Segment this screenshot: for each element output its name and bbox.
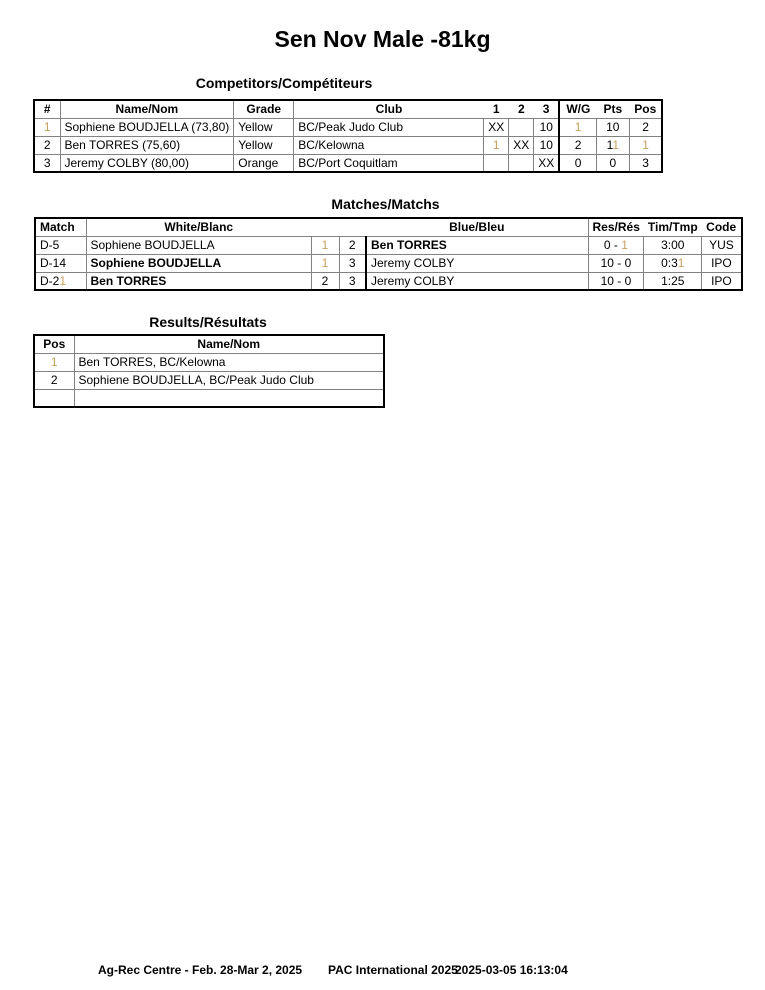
table-cell bbox=[366, 236, 588, 254]
cell-text: 1 bbox=[43, 120, 51, 134]
table-row bbox=[34, 118, 662, 136]
footer-timestamp: 2025-03-05 16:13:04 bbox=[455, 963, 568, 977]
table-cell: 3 bbox=[629, 154, 662, 172]
competitors-header-row bbox=[34, 100, 662, 118]
column-header: Pos bbox=[34, 335, 74, 353]
cell-text: 1 bbox=[321, 256, 329, 270]
column-header bbox=[339, 218, 366, 236]
table-cell bbox=[596, 136, 629, 154]
column-header: Code bbox=[702, 218, 742, 236]
table-cell: D-5 bbox=[35, 236, 86, 254]
table-cell: 2 bbox=[629, 118, 662, 136]
table-cell: XX bbox=[509, 136, 534, 154]
table-row bbox=[35, 272, 742, 290]
table-cell: 2 bbox=[339, 236, 366, 254]
column-header: # bbox=[34, 100, 60, 118]
column-header: W/G bbox=[559, 100, 596, 118]
table-cell: D-14 bbox=[35, 254, 86, 272]
cell-text: 1 bbox=[574, 120, 582, 134]
cell-text: 1 bbox=[677, 256, 685, 270]
table-cell: 2 bbox=[34, 136, 60, 154]
cell-text: D-2 bbox=[40, 273, 60, 288]
table-cell: 10 - 0 bbox=[588, 272, 644, 290]
footer-venue-dates: Ag-Rec Centre - Feb. 28-Mar 2, 2025 bbox=[98, 963, 303, 977]
table-row bbox=[34, 389, 384, 407]
table-cell: Ben TORRES (75,60) bbox=[60, 136, 234, 154]
cell-text: 1 bbox=[50, 355, 58, 369]
table-cell: XX bbox=[484, 118, 509, 136]
table-row bbox=[35, 236, 742, 254]
table-cell: 0 bbox=[596, 154, 629, 172]
cell-text: 1 bbox=[642, 138, 649, 152]
table-cell: 10 bbox=[534, 118, 560, 136]
table-row bbox=[34, 353, 384, 371]
table-cell: Orange bbox=[234, 154, 294, 172]
table-row bbox=[35, 254, 742, 272]
table-cell: 3:00 bbox=[644, 236, 702, 254]
table-cell: 1:25 bbox=[644, 272, 702, 290]
matches-table bbox=[34, 217, 743, 291]
table-cell: BC/Peak Judo Club bbox=[294, 118, 484, 136]
table-cell bbox=[35, 272, 86, 290]
table-cell: Yellow bbox=[234, 136, 294, 154]
table-cell bbox=[588, 236, 644, 254]
table-cell: Sophiene BOUDJELLA bbox=[86, 236, 311, 254]
page-title: Sen Nov Male -81kg bbox=[274, 26, 491, 52]
table-cell: 0 bbox=[559, 154, 596, 172]
matches-heading: Matches/Matchs bbox=[331, 196, 440, 212]
table-cell bbox=[311, 254, 339, 272]
cell-text: Ben TORRES bbox=[90, 273, 167, 288]
cell-text: 1 bbox=[612, 138, 620, 152]
table-cell bbox=[644, 254, 702, 272]
cell-text: 1 bbox=[621, 238, 628, 252]
cell-text: 1 bbox=[321, 238, 329, 252]
table-cell bbox=[34, 389, 74, 407]
table-cell: 10 bbox=[596, 118, 629, 136]
footer-event-name: PAC International 2025 bbox=[328, 963, 458, 977]
table-cell bbox=[86, 272, 311, 290]
cell-text: 1 bbox=[492, 138, 500, 152]
table-cell bbox=[484, 136, 509, 154]
table-cell bbox=[74, 389, 384, 407]
competitors-heading: Competitors/Compétiteurs bbox=[195, 75, 373, 91]
column-header: Pos bbox=[629, 100, 662, 118]
table-row bbox=[34, 136, 662, 154]
column-header: Pts bbox=[596, 100, 629, 118]
table-cell: Sophiene BOUDJELLA (73,80) bbox=[60, 118, 234, 136]
table-cell: 3 bbox=[339, 272, 366, 290]
table-cell: XX bbox=[534, 154, 560, 172]
column-header: 1 bbox=[484, 100, 509, 118]
table-cell bbox=[629, 136, 662, 154]
table-cell: Sophiene BOUDJELLA, BC/Peak Judo Club bbox=[74, 371, 384, 389]
results-heading: Results/Résultats bbox=[149, 314, 267, 330]
table-row bbox=[34, 371, 384, 389]
table-cell: Yellow bbox=[234, 118, 294, 136]
table-cell: Jeremy COLBY (80,00) bbox=[60, 154, 234, 172]
table-cell: IPO bbox=[702, 272, 742, 290]
column-header: White/Blanc bbox=[86, 218, 311, 236]
cell-text: 0:3 bbox=[661, 256, 678, 270]
table-cell: 3 bbox=[34, 154, 60, 172]
column-header: Match bbox=[35, 218, 86, 236]
results-header-row bbox=[34, 335, 384, 353]
table-cell: Jeremy COLBY bbox=[366, 254, 588, 272]
table-cell: YUS bbox=[702, 236, 742, 254]
column-header: Club bbox=[294, 100, 484, 118]
column-header: 3 bbox=[534, 100, 560, 118]
cell-text: Ben TORRES bbox=[371, 238, 447, 252]
table-cell bbox=[509, 154, 534, 172]
table-cell bbox=[34, 353, 74, 371]
table-cell: 3 bbox=[339, 254, 366, 272]
competitors-table bbox=[33, 99, 663, 173]
column-header: Grade bbox=[234, 100, 294, 118]
column-header: Name/Nom bbox=[60, 100, 234, 118]
table-cell: BC/Port Coquitlam bbox=[294, 154, 484, 172]
column-header: Res/Rés bbox=[588, 218, 644, 236]
cell-text: Sophiene BOUDJELLA bbox=[90, 256, 222, 270]
table-cell: 2 bbox=[311, 272, 339, 290]
table-cell: Jeremy COLBY bbox=[366, 272, 588, 290]
table-row bbox=[34, 154, 662, 172]
table-cell bbox=[311, 236, 339, 254]
table-cell: 10 - 0 bbox=[588, 254, 644, 272]
table-cell bbox=[34, 118, 60, 136]
column-header bbox=[311, 218, 339, 236]
cell-text: 1 bbox=[606, 138, 613, 152]
cell-text: 1 bbox=[59, 273, 67, 288]
table-cell: Ben TORRES, BC/Kelowna bbox=[74, 353, 384, 371]
matches-header-row bbox=[35, 218, 742, 236]
table-cell bbox=[86, 254, 311, 272]
table-cell: BC/Kelowna bbox=[294, 136, 484, 154]
table-cell bbox=[509, 118, 534, 136]
table-cell: IPO bbox=[702, 254, 742, 272]
cell-text: 0 - bbox=[603, 238, 622, 252]
column-header: Blue/Bleu bbox=[366, 218, 588, 236]
column-header: Tim/Tmp bbox=[644, 218, 702, 236]
table-cell bbox=[559, 118, 596, 136]
table-cell: 2 bbox=[559, 136, 596, 154]
column-header: 2 bbox=[509, 100, 534, 118]
table-cell: 2 bbox=[34, 371, 74, 389]
table-cell bbox=[484, 154, 509, 172]
table-cell: 10 bbox=[534, 136, 560, 154]
results-table bbox=[33, 334, 385, 408]
column-header: Name/Nom bbox=[74, 335, 384, 353]
